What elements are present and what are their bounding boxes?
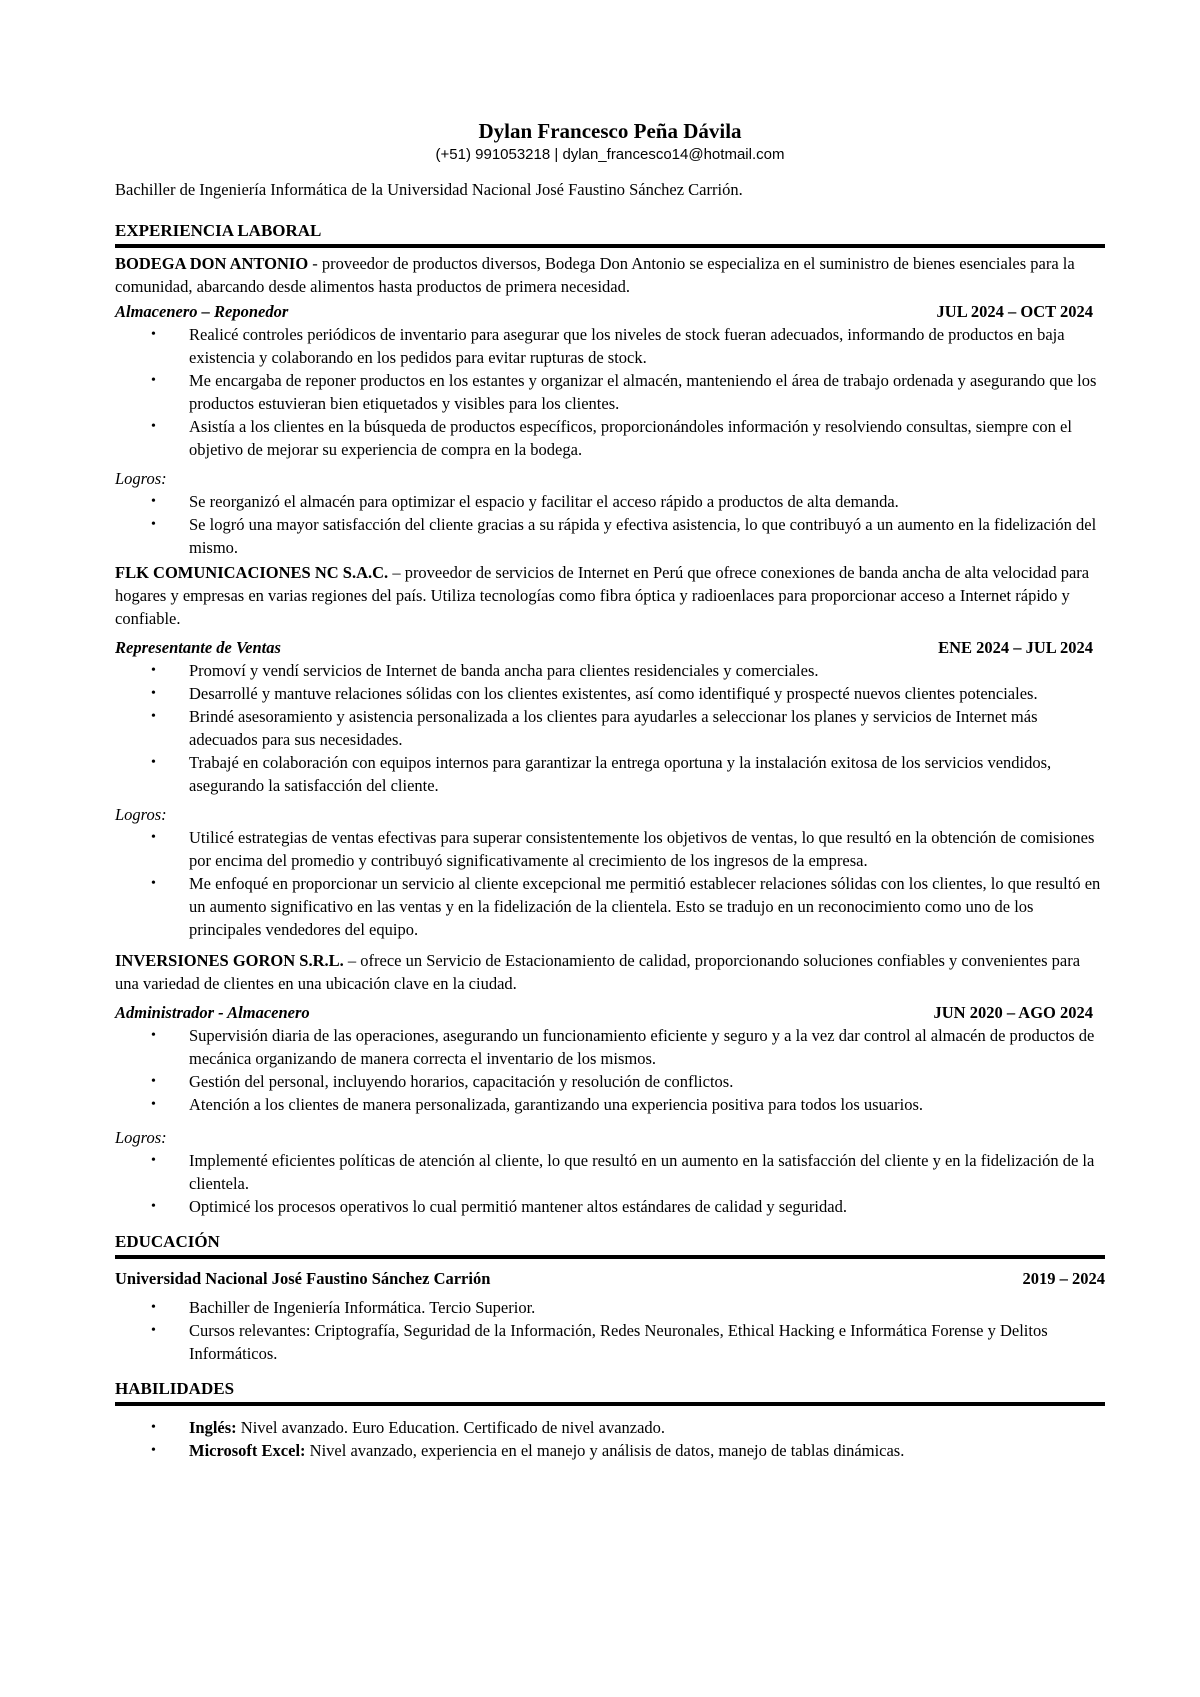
skill-text: Nivel avanzado. Euro Education. Certificado de nivel avanzado. (236, 1418, 666, 1437)
list-item: • Me enfoqué en proporcionar un servicio al cliente excepcional me permitió establecer relaciones sólidas con los clientes, lo que resultó en un aumento significativo en las ventas y en la fidelización de la clientela. Esto se tradujo en un reconocimiento como uno de los principales vendedores del equipo. (115, 872, 1105, 941)
job-achievements (115, 490, 1105, 559)
job-company-description (115, 949, 1105, 995)
list-item: • Supervisión diaria de las operaciones, asegurando un funcionamiento eficiente y seguro y a la vez dar control al almacén de productos de mecánica organizando de manera correcta el inventario de los mismos. (115, 1024, 1105, 1070)
list-item: • Trabajé en colaboración con equipos internos para garantizar la entrega oportuna y la instalación exitosa de los servicios vendidos, asegurando la satisfacción del cliente. (115, 751, 1105, 797)
list-item: • Atención a los clientes de manera personalizada, garantizando una experiencia positiva para todos los usuarios. (115, 1093, 1105, 1116)
list-item: • Cursos relevantes: Criptografía, Seguridad de la Información, Redes Neuronales, Ethical Hacking e Informática Forense y Delitos Informáticos. (115, 1319, 1105, 1365)
job-description: – proveedor de servicios de Internet en Perú que ofrece conexiones de banda ancha de alta velocidad para hogares y empresas en varias regiones del país. Utiliza tecnologías como fibra óptica y radioenlaces para proporcionar acceso a Internet rápido y confiable. (115, 563, 1090, 628)
job-achievements (115, 826, 1105, 941)
list-item: • Brindé asesoramiento y asistencia personalizada a los clientes para ayudarles a seleccionar los planes y servicios de Internet más adecuados para sus necesidades. (115, 705, 1105, 751)
job-company-name: FLK COMUNICACIONES NC S.A.C. (115, 563, 389, 582)
job-dates: JUN 2020 – AGO 2024 (933, 1003, 1093, 1022)
job-responsibilities (115, 1024, 1105, 1116)
list-item: • Optimicé los procesos operativos lo cual permitió mantener altos estándares de calidad y seguridad. (115, 1195, 1105, 1218)
education-heading: EDUCACIÓN (115, 1230, 1105, 1259)
job-role: Representante de Ventas (115, 638, 281, 657)
list-item: • Implementé eficientes políticas de atención al cliente, lo que resultó en un aumento en la satisfacción del cliente y en la fidelización de la clientela. (115, 1149, 1105, 1195)
job-role: Almacenero – Reponedor (115, 302, 289, 321)
job-role-row (115, 636, 1105, 659)
job-dates: JUL 2024 – OCT 2024 (936, 302, 1093, 321)
skill-item (115, 1416, 1105, 1439)
job-role-row (115, 300, 1105, 323)
list-item: • Realicé controles periódicos de inventario para asegurar que los niveles de stock fueran adecuados, informando de productos en baja existencia y colaborando en los pedidos para evitar rupturas de stock. (115, 323, 1105, 369)
achievements-label: Logros: (115, 1128, 167, 1147)
list-item: • Promoví y vendí servicios de Internet de banda ancha para clientes residenciales y comerciales. (115, 659, 1105, 682)
job-responsibilities (115, 659, 1105, 797)
skill-text: Nivel avanzado, experiencia en el manejo y análisis de datos, manejo de tablas dinámicas. (305, 1441, 905, 1460)
education-details (115, 1296, 1105, 1365)
achievements-label: Logros: (115, 469, 167, 488)
list-item: • Desarrollé y mantuve relaciones sólidas con los clientes existentes, así como identifiqué y prospecté nuevos clientes potenciales. (115, 682, 1105, 705)
profile-summary: Bachiller de Ingeniería Informática de la Universidad Nacional José Faustino Sánchez Carrión. (115, 180, 743, 199)
resume-page (115, 118, 1105, 1462)
job-company-description (115, 561, 1105, 630)
list-item: • Asistía a los clientes en la búsqueda de productos específicos, proporcionándoles información y resolviendo consultas, siempre con el objetivo de mejorar su experiencia de compra en la bodega. (115, 415, 1105, 461)
job-dates: ENE 2024 – JUL 2024 (938, 638, 1093, 657)
job-company-name: INVERSIONES GORON S.R.L. (115, 951, 344, 970)
list-item: • Se logró una mayor satisfacción del cliente gracias a su rápida y efectiva asistencia, lo que contribuyó a un aumento en la fidelización del mismo. (115, 513, 1105, 559)
job-responsibilities (115, 323, 1105, 461)
skill-label: Inglés: (189, 1418, 237, 1437)
contact-info: (+51) 991053218 | dylan_francesco14@hotmail.com (435, 146, 785, 163)
job-description: - proveedor de productos diversos, Bodega Don Antonio se especializa en el suministro de bienes esenciales para la comunidad, abarcando desde alimentos hasta productos de primera necesidad. (115, 254, 1075, 296)
achievements-label: Logros: (115, 805, 167, 824)
school-name: Universidad Nacional José Faustino Sánchez Carrión (115, 1269, 491, 1288)
education-dates: 2019 – 2024 (1022, 1269, 1105, 1288)
education-row (115, 1267, 1105, 1290)
list-item: • Bachiller de Ingeniería Informática. Tercio Superior. (115, 1296, 1105, 1319)
list-item: • Utilicé estrategias de ventas efectivas para superar consistentemente los objetivos de ventas, lo que resultó en la obtención de comisiones por encima del promedio y contribuyó significativamente al crecimiento de los ingresos de la empresa. (115, 826, 1105, 872)
skills-list (115, 1416, 1105, 1462)
job-role-row (115, 1001, 1105, 1024)
skill-label: Microsoft Excel: (189, 1441, 306, 1460)
skills-heading: HABILIDADES (115, 1377, 1105, 1406)
job-company-description (115, 252, 1105, 298)
list-item: • Se reorganizó el almacén para optimizar el espacio y facilitar el acceso rápido a productos de alta demanda. (115, 490, 1105, 513)
job-description: – ofrece un Servicio de Estacionamiento de calidad, proporcionando soluciones confiables y convenientes para una variedad de clientes en una ubicación clave en la ciudad. (115, 951, 1081, 993)
job-role: Administrador - Almacenero (115, 1003, 310, 1022)
job-achievements (115, 1149, 1105, 1218)
list-item: • Me encargaba de reponer productos en los estantes y organizar el almacén, manteniendo el área de trabajo ordenada y asegurando que los productos estuvieran bien etiquetados y visibles para los clientes. (115, 369, 1105, 415)
list-item: • Gestión del personal, incluyendo horarios, capacitación y resolución de conflictos. (115, 1070, 1105, 1093)
experience-heading: EXPERIENCIA LABORAL (115, 219, 1105, 248)
skill-item (115, 1439, 1105, 1462)
candidate-name: Dylan Francesco Peña Dávila (478, 119, 742, 143)
job-company-name: BODEGA DON ANTONIO (115, 254, 309, 273)
